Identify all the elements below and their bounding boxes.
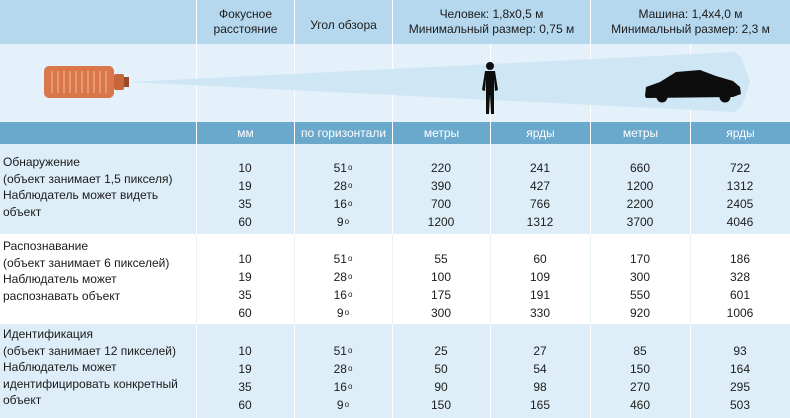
section-desc-line: объект — [3, 204, 42, 219]
cell-human-yd: 766 — [529, 196, 551, 211]
table-row — [0, 396, 790, 414]
section-detection — [0, 144, 790, 234]
cell-mm: 60 — [238, 397, 252, 412]
cell-mm: 19 — [238, 361, 252, 376]
cell-human-m: 175 — [430, 287, 452, 302]
cell-human-m: 50 — [434, 361, 448, 376]
cell-angle: 16 o — [333, 196, 353, 211]
header-human-line1: Человек: 1,8x0,5 м — [439, 7, 544, 21]
cell-human-yd: 191 — [529, 287, 551, 302]
table-row — [0, 304, 790, 322]
cell-angle: 28 o — [333, 269, 353, 284]
cell-human-yd: 109 — [529, 269, 551, 284]
section-title: Обнаружение — [3, 155, 80, 169]
cell-mm: 10 — [238, 251, 252, 266]
header-human-line2: Минимальный размер: 0,75 м — [408, 22, 575, 36]
cell-car-m: 920 — [629, 305, 651, 320]
table-row — [0, 159, 790, 177]
section-desc-line: Наблюдатель может видеть — [3, 188, 159, 202]
table-row — [0, 268, 790, 286]
cell-human-yd: 98 — [533, 379, 547, 394]
header-focal-line2: расстояние — [213, 22, 278, 36]
cell-human-m: 150 — [430, 397, 452, 412]
cell-human-m: 300 — [430, 305, 452, 320]
units-blank — [0, 122, 196, 144]
cell-angle: 9 o — [336, 397, 350, 412]
cell-human-m: 90 — [434, 379, 448, 394]
cell-angle: 9 o — [336, 214, 350, 229]
header-focal-length — [196, 0, 294, 44]
table-row — [0, 195, 790, 213]
cell-mm: 10 — [238, 343, 252, 358]
section-subtitle: (объект занимает 1,5 пикселя) — [3, 171, 173, 186]
header-car — [590, 0, 790, 44]
units-car-meters: метры — [590, 122, 690, 144]
section-identification — [0, 324, 790, 418]
cell-angle: 28 o — [333, 361, 353, 376]
cell-car-yd: 722 — [729, 160, 751, 175]
cell-mm: 19 — [238, 178, 252, 193]
cell-car-m: 2200 — [626, 196, 654, 211]
cell-car-m: 3700 — [626, 214, 654, 229]
units-human-meters: метры — [392, 122, 490, 144]
header-car-line1: Машина: 1,4x4,0 м — [638, 7, 743, 21]
units-row — [0, 122, 790, 144]
cell-human-yd: 165 — [529, 397, 551, 412]
cell-car-m: 170 — [629, 251, 651, 266]
section-recognition — [0, 234, 790, 324]
cell-human-yd: 54 — [533, 361, 547, 376]
cell-angle: 16 o — [333, 379, 353, 394]
units-horizontal: по горизонтали — [294, 122, 392, 144]
cell-car-yd: 295 — [729, 379, 751, 394]
cell-car-m: 460 — [629, 397, 651, 412]
cell-car-m: 85 — [633, 343, 647, 358]
cell-car-m: 1200 — [626, 178, 654, 193]
cell-car-yd: 1312 — [726, 178, 754, 193]
cell-car-m: 150 — [629, 361, 651, 376]
cell-angle: 51 o — [333, 343, 353, 358]
cell-angle: 51 o — [333, 160, 353, 175]
section-subtitle: (объект занимает 12 пикселей) — [3, 343, 176, 358]
cell-human-m: 390 — [430, 178, 452, 193]
cell-mm: 60 — [238, 214, 252, 229]
cell-car-yd: 186 — [729, 251, 751, 266]
cell-human-m: 25 — [434, 343, 448, 358]
table-row — [0, 213, 790, 231]
cell-car-yd: 4046 — [726, 214, 754, 229]
section-desc-line: Наблюдатель может — [3, 360, 117, 374]
cell-car-m: 270 — [629, 379, 651, 394]
table-row — [0, 286, 790, 304]
cell-human-yd: 427 — [529, 178, 551, 193]
cell-human-m: 1200 — [427, 214, 455, 229]
units-mm: мм — [196, 122, 294, 144]
cell-mm: 60 — [238, 305, 252, 320]
cell-car-yd: 2405 — [726, 196, 754, 211]
cell-human-m: 700 — [430, 196, 452, 211]
cell-mm: 19 — [238, 269, 252, 284]
table-row — [0, 360, 790, 378]
table-row — [0, 378, 790, 396]
illustration-band — [0, 44, 790, 122]
cell-car-yd: 503 — [729, 397, 751, 412]
cell-car-m: 660 — [629, 160, 651, 175]
header-focal-line1: Фокусное — [218, 7, 273, 21]
cell-human-m: 55 — [434, 251, 448, 266]
cell-angle: 51 o — [333, 251, 353, 266]
cell-angle: 28 o — [333, 178, 353, 193]
units-human-yards: ярды — [490, 122, 590, 144]
cell-angle: 16 o — [333, 287, 353, 302]
section-title: Распознавание — [3, 239, 89, 253]
cell-mm: 35 — [238, 287, 252, 302]
section-subtitle: (объект занимает 6 пикселей) — [3, 255, 170, 270]
header-blank — [0, 0, 196, 44]
section-desc-line: распознавать объект — [3, 288, 121, 303]
cell-mm: 10 — [238, 160, 252, 175]
cell-mm: 35 — [238, 379, 252, 394]
table-header — [0, 0, 790, 44]
camera-icon — [44, 66, 129, 98]
table-row — [0, 342, 790, 360]
table-row — [0, 250, 790, 268]
cell-car-yd: 1006 — [726, 305, 754, 320]
cell-car-m: 550 — [629, 287, 651, 302]
cell-human-yd: 241 — [529, 160, 551, 175]
cell-car-m: 300 — [629, 269, 651, 284]
units-car-yards: ярды — [690, 122, 790, 144]
cell-human-yd: 1312 — [526, 214, 554, 229]
cell-human-yd: 60 — [533, 251, 547, 266]
header-view-angle — [294, 0, 392, 44]
cell-human-yd: 27 — [533, 343, 547, 358]
section-desc-line: объект — [3, 393, 42, 407]
cell-human-m: 100 — [430, 269, 452, 284]
header-view-angle-label: Угол обзора — [310, 18, 377, 32]
cell-human-m: 220 — [430, 160, 452, 175]
cell-angle: 9 o — [336, 305, 350, 320]
cell-car-yd: 93 — [733, 343, 747, 358]
section-desc-line: идентифицировать конкретный — [3, 376, 178, 391]
cell-car-yd: 328 — [729, 269, 751, 284]
cell-human-yd: 330 — [529, 305, 551, 320]
header-human — [392, 0, 590, 44]
section-title: Идентификация — [3, 327, 93, 341]
cell-mm: 35 — [238, 196, 252, 211]
cell-car-yd: 164 — [729, 361, 751, 376]
section-desc-line: Наблюдатель может — [3, 272, 117, 286]
header-car-line2: Минимальный размер: 2,3 м — [611, 22, 770, 36]
view-cone — [128, 52, 750, 112]
cell-car-yd: 601 — [729, 287, 751, 302]
table-row — [0, 177, 790, 195]
field-of-view-illustration — [0, 44, 790, 122]
